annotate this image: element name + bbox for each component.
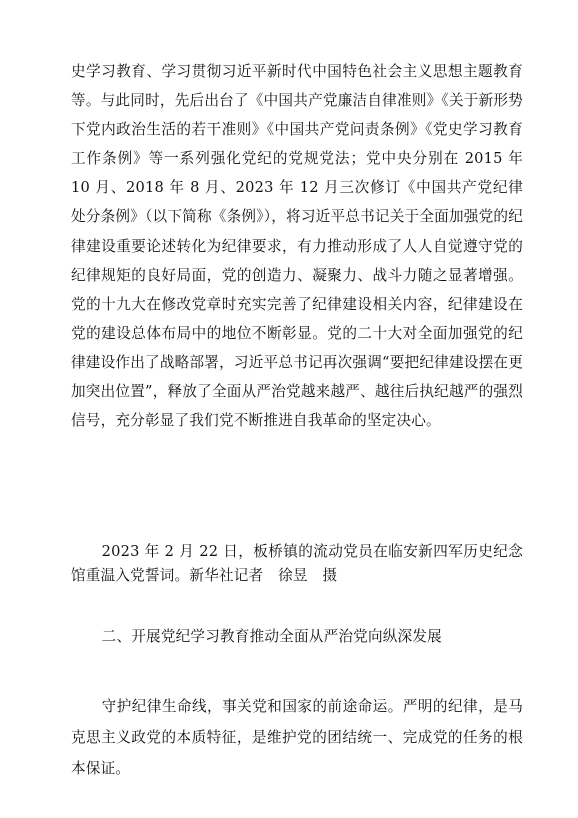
body-paragraph: 守护纪律生命线，事关党和国家的前途命运。严明的纪律，是马克思主义政党的本质特征，是维护党的团结统一、完成党的任务的根本保证。 (71, 698, 523, 777)
section-heading: 二、开展党纪学习教育推动全面从严治党向纵深发展 (101, 628, 442, 645)
photo-caption: 2023 年 2 月 22 日，板桥镇的流动党员在临安新四军历史纪念馆重温入党誓词。新华社记者 徐昱 摄 (71, 543, 523, 584)
body-paragraph: 史学习教育、学习贯彻习近平新时代中国特色社会主义思想主题教育等。与此同时，先后出台了《中国共产党廉洁自律准则》《关于新形势下党内政治生活的若干准则》《中国共产党问责条例》《党史学习教育工作条例》等一系列强化党纪的党规党法；党中央分别在 2015 年 10 月、2018 年 8 月、2023 年 12 月三次修订《中国共产党纪律处分条例》（以下简称《条例》），将习近平总书记关于全面加强党的纪律建设重要论述转化为纪律要求，有力推动形成了人人自觉遵守党的纪律规矩的良好局面，党的创造力、凝聚力、战斗力随之显著增强。党的十九大在修改党章时充实完善了纪律建设相关内容，纪律建设在党的建设总体布局中的地位不断彰显。党的二十大对全面加强党的纪律建设作出了战略部署，习近平总书记再次强调“要把纪律建设摆在更加突出位置”，释放了全面从严治党越来越严、越往后执纪越严的强烈信号，充分彰显了我们党不断推进自我革命的坚定决心。 (71, 63, 523, 430)
